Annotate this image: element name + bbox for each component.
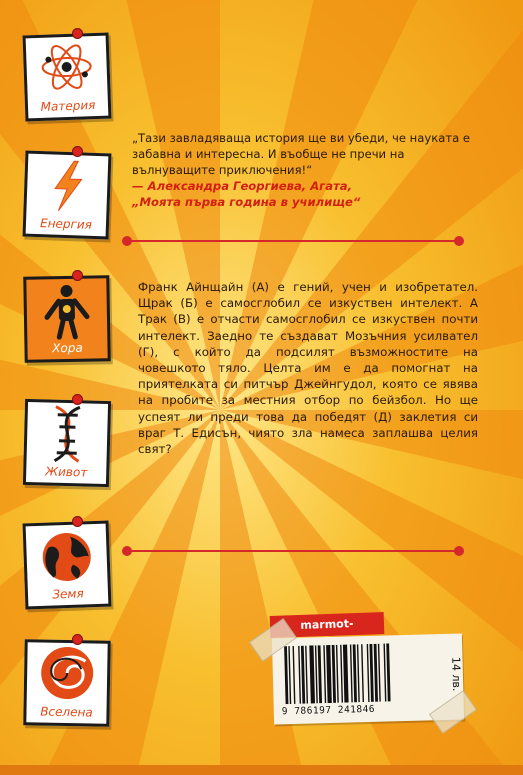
globe-icon xyxy=(26,524,108,589)
barcode-bar xyxy=(301,646,305,704)
barcode-bar xyxy=(318,645,322,703)
divider-bottom xyxy=(128,550,458,552)
lightning-icon xyxy=(26,154,108,219)
barcode-bar xyxy=(343,645,349,703)
price-label: 14 лв. xyxy=(449,656,464,692)
barcode-bar xyxy=(350,644,353,702)
category-label: Земя xyxy=(52,586,84,602)
category-label: Живот xyxy=(44,464,88,480)
atom-icon xyxy=(26,36,108,101)
quote-source: „Моята първа година в училище“ xyxy=(132,195,361,209)
pushpin-icon xyxy=(72,28,83,39)
dna-icon xyxy=(26,402,108,466)
category-label: Енергия xyxy=(39,216,93,232)
galaxy-icon xyxy=(27,642,108,705)
barcode-bar xyxy=(309,645,315,703)
quote-text: „Тази завладяваща история ще ви убеди, че науката е забавна и интересна. И въобще не пречи на вълнуващите приключения!“ xyxy=(132,131,470,177)
bottom-strip xyxy=(0,765,523,775)
barcode-bar xyxy=(293,646,296,704)
barcode-bar xyxy=(332,645,336,703)
publisher-website: marmot-books.com xyxy=(270,612,385,638)
pushpin-icon xyxy=(72,146,83,157)
pushpin-icon xyxy=(72,516,83,527)
isbn-number: 9 786197 241846 xyxy=(281,703,376,718)
barcode-bar xyxy=(367,644,370,702)
barcode-bar xyxy=(369,644,373,702)
barcode-bar xyxy=(374,644,378,702)
barcode-bar xyxy=(357,644,360,702)
category-card-4 xyxy=(23,399,111,487)
barcode-bar xyxy=(336,645,339,703)
barcode-bar xyxy=(378,644,381,702)
category-card-5 xyxy=(23,521,112,610)
barcode-bar xyxy=(305,646,308,704)
barcode-bar xyxy=(323,645,326,703)
barcode-image xyxy=(282,642,433,704)
category-label: Материя xyxy=(40,98,96,114)
barcode-bar xyxy=(386,643,390,701)
barcode-bar xyxy=(361,644,364,702)
barcode-bar xyxy=(340,645,343,703)
barcode-bar xyxy=(298,646,301,704)
category-label: Хора xyxy=(52,340,83,356)
divider-top xyxy=(128,240,458,242)
barcode-bar xyxy=(383,644,386,702)
barcode-bar xyxy=(353,644,357,702)
pushpin-icon xyxy=(72,270,83,281)
human-body-icon xyxy=(26,278,107,341)
category-card-2 xyxy=(23,151,112,240)
pushpin-icon xyxy=(72,634,83,645)
barcode-bar xyxy=(315,645,318,703)
book-description: Франк Айнщайн (А) е гений, учен и изобретател. Щрак (Б) е самосглобил се изкуствен интелект. А Трак (В) е отчасти самосглобил се изкуствен почти интелект. Заедно те създават Мозъчния усилвател (Г), с който да подсилят възможностите на човешкото тяло. Целта им е да помогнат на приятелката си питчър Джейнгудол, която се явява на пробите за местния отбор по бейзбол. Но ще успеят ли преди това да победят (Д) заклетия си враг Т. Едисън, чиято зла намеса заплашва целия свят? xyxy=(138,280,478,457)
barcode-bar xyxy=(284,646,288,704)
category-label: Вселена xyxy=(40,704,93,720)
barcode-bar xyxy=(288,646,291,704)
category-card-3 xyxy=(23,275,110,362)
review-quote xyxy=(132,130,482,210)
category-card-1 xyxy=(23,33,112,122)
quote-author: — Александра Георгиева, Агата, xyxy=(132,179,353,193)
pushpin-icon xyxy=(72,394,83,405)
barcode-bar xyxy=(326,645,332,703)
category-card-6 xyxy=(23,639,110,726)
